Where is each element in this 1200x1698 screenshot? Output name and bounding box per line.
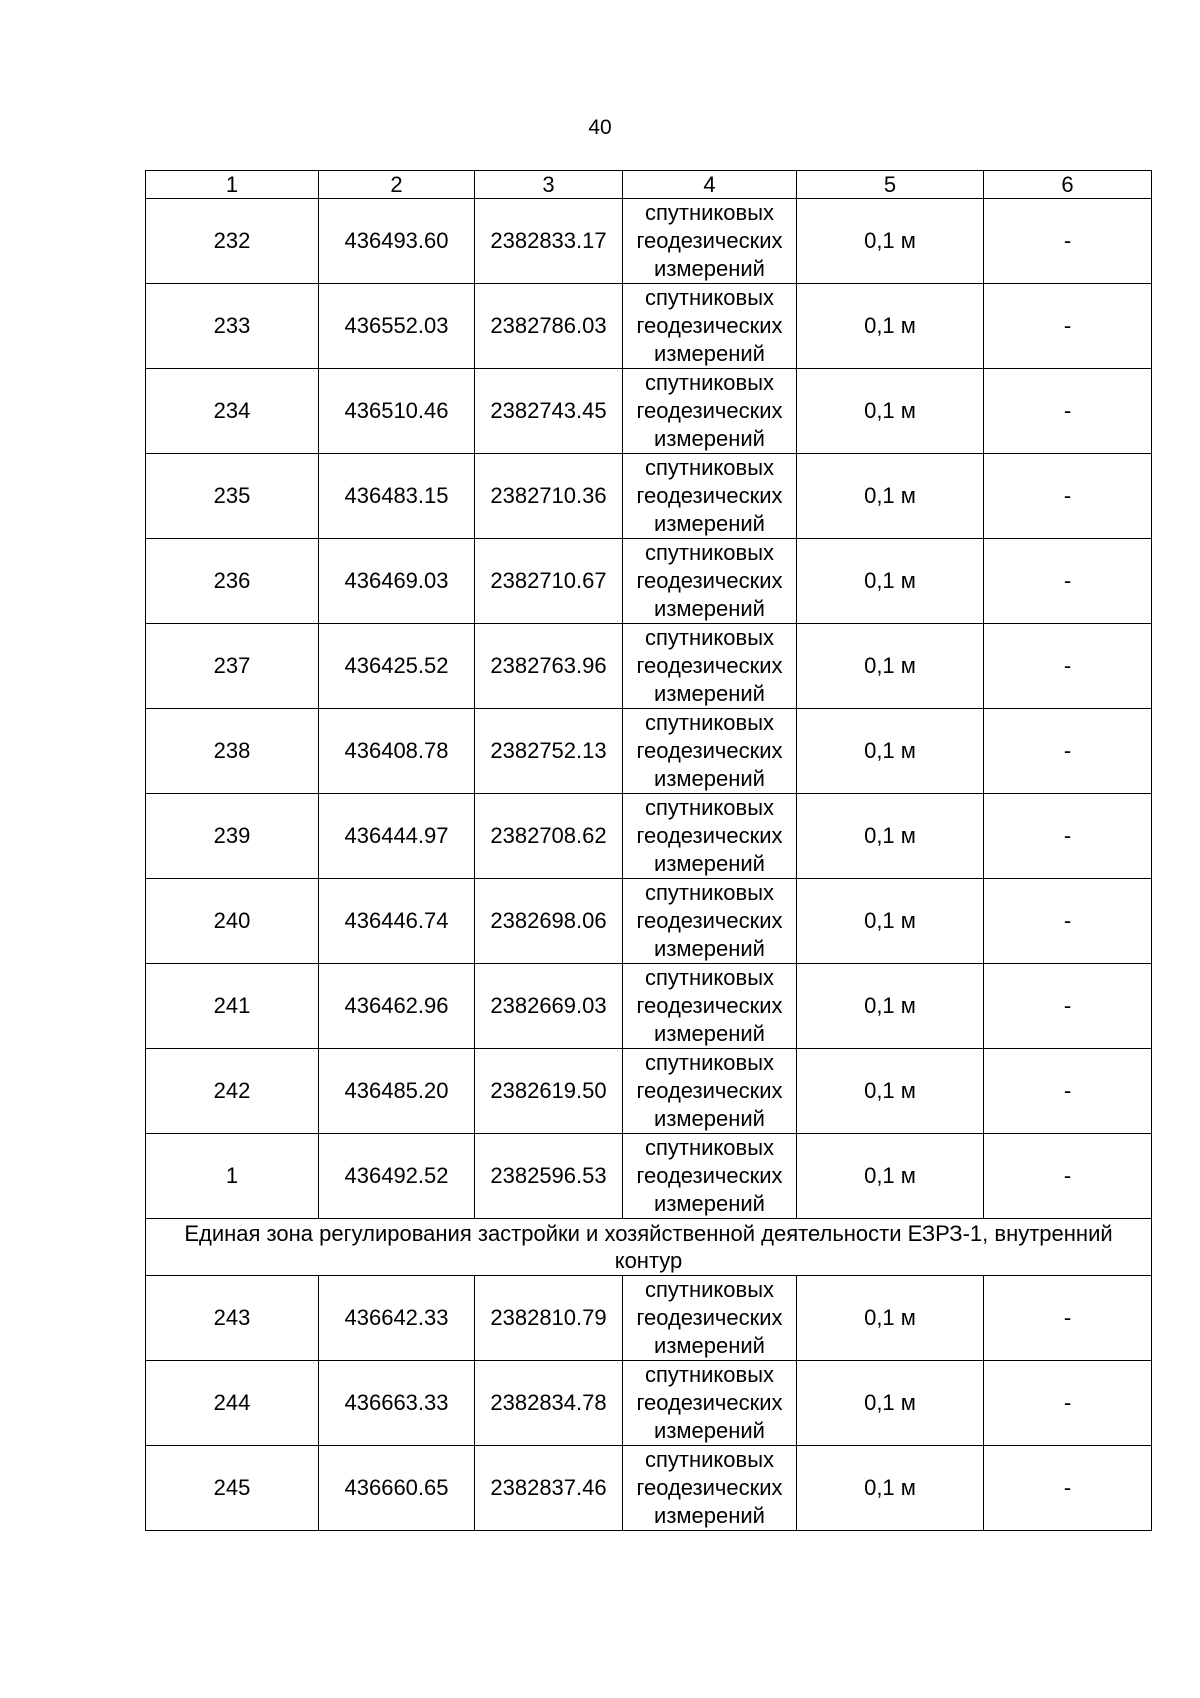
method-line: геодезических <box>636 1390 783 1415</box>
method-line: геодезических <box>636 823 783 848</box>
table-row <box>146 199 1152 284</box>
table-row <box>146 454 1152 539</box>
accuracy-cell: 0,1 м <box>797 1134 984 1219</box>
method-line: геодезических <box>636 1475 783 1500</box>
method-line: измерений <box>654 426 765 451</box>
method-line: геодезических <box>636 738 783 763</box>
x-coordinate-cell: 436552.03 <box>319 284 475 369</box>
method-cell <box>623 624 797 709</box>
note-cell: - <box>984 964 1152 1049</box>
y-coordinate-cell: 2382810.79 <box>475 1276 623 1361</box>
method-line: геодезических <box>636 398 783 423</box>
method-line: геодезических <box>636 993 783 1018</box>
point-number-cell: 242 <box>146 1049 319 1134</box>
y-coordinate-cell: 2382596.53 <box>475 1134 623 1219</box>
method-cell <box>623 794 797 879</box>
note-cell: - <box>984 1446 1152 1531</box>
y-coordinate-cell: 2382708.62 <box>475 794 623 879</box>
y-coordinate-cell: 2382834.78 <box>475 1361 623 1446</box>
point-number-cell: 233 <box>146 284 319 369</box>
point-number-cell: 243 <box>146 1276 319 1361</box>
note-cell: - <box>984 1276 1152 1361</box>
y-coordinate-cell: 2382763.96 <box>475 624 623 709</box>
method-line: спутниковых <box>644 625 775 650</box>
y-coordinate-cell: 2382669.03 <box>475 964 623 1049</box>
method-line: измерений <box>654 596 765 621</box>
coordinates-table <box>145 170 1152 1531</box>
method-line: спутниковых <box>644 200 775 225</box>
method-line: спутниковых <box>644 965 775 990</box>
accuracy-cell: 0,1 м <box>797 1049 984 1134</box>
y-coordinate-cell: 2382619.50 <box>475 1049 623 1134</box>
note-cell: - <box>984 1361 1152 1446</box>
note-cell: - <box>984 284 1152 369</box>
method-cell <box>623 879 797 964</box>
column-number-cell: 2 <box>319 171 475 199</box>
table-row <box>146 369 1152 454</box>
accuracy-cell: 0,1 м <box>797 284 984 369</box>
method-line: измерений <box>654 256 765 281</box>
note-cell: - <box>984 879 1152 964</box>
table-row <box>146 624 1152 709</box>
method-line: геодезических <box>636 228 783 253</box>
y-coordinate-cell: 2382710.67 <box>475 539 623 624</box>
point-number-cell: 241 <box>146 964 319 1049</box>
method-cell <box>623 1134 797 1219</box>
x-coordinate-cell: 436462.96 <box>319 964 475 1049</box>
x-coordinate-cell: 436485.20 <box>319 1049 475 1134</box>
x-coordinate-cell: 436469.03 <box>319 539 475 624</box>
note-cell: - <box>984 454 1152 539</box>
accuracy-cell: 0,1 м <box>797 879 984 964</box>
note-cell: - <box>984 1134 1152 1219</box>
note-cell: - <box>984 369 1152 454</box>
method-line: измерений <box>654 1106 765 1131</box>
y-coordinate-cell: 2382786.03 <box>475 284 623 369</box>
method-line: измерений <box>654 1503 765 1528</box>
method-line: измерений <box>654 681 765 706</box>
method-line: спутниковых <box>644 455 775 480</box>
method-cell <box>623 964 797 1049</box>
method-line: спутниковых <box>644 370 775 395</box>
table-row <box>146 284 1152 369</box>
point-number-cell: 244 <box>146 1361 319 1446</box>
method-cell <box>623 539 797 624</box>
method-line: спутниковых <box>644 1277 775 1302</box>
x-coordinate-cell: 436642.33 <box>319 1276 475 1361</box>
method-cell <box>623 709 797 794</box>
method-line: измерений <box>654 766 765 791</box>
method-line: спутниковых <box>644 795 775 820</box>
method-line: измерений <box>654 1333 765 1358</box>
table-row <box>146 1361 1152 1446</box>
method-line: измерений <box>654 341 765 366</box>
x-coordinate-cell: 436408.78 <box>319 709 475 794</box>
method-line: измерений <box>654 1021 765 1046</box>
table-row <box>146 1049 1152 1134</box>
section-row <box>146 1219 1152 1276</box>
method-line: геодезических <box>636 568 783 593</box>
page-number: 40 <box>588 116 612 139</box>
method-line: геодезических <box>636 483 783 508</box>
method-line: геодезических <box>636 653 783 678</box>
note-cell: - <box>984 199 1152 284</box>
table-row <box>146 1134 1152 1219</box>
point-number-cell: 245 <box>146 1446 319 1531</box>
y-coordinate-cell: 2382698.06 <box>475 879 623 964</box>
note-cell: - <box>984 709 1152 794</box>
column-number-cell: 5 <box>797 171 984 199</box>
table-row <box>146 1446 1152 1531</box>
table-body <box>146 171 1152 1531</box>
method-line: спутниковых <box>644 1362 775 1387</box>
method-cell <box>623 1049 797 1134</box>
point-number-cell: 235 <box>146 454 319 539</box>
method-cell <box>623 369 797 454</box>
note-cell: - <box>984 1049 1152 1134</box>
column-number-cell: 3 <box>475 171 623 199</box>
accuracy-cell: 0,1 м <box>797 1276 984 1361</box>
x-coordinate-cell: 436493.60 <box>319 199 475 284</box>
x-coordinate-cell: 436663.33 <box>319 1361 475 1446</box>
method-cell <box>623 199 797 284</box>
section-title: Единая зона регулирования застройки и хозяйственной деятельности ЕЗРЗ-1, внутренний контур <box>146 1219 1152 1276</box>
x-coordinate-cell: 436492.52 <box>319 1134 475 1219</box>
method-line: измерений <box>654 511 765 536</box>
point-number-cell: 1 <box>146 1134 319 1219</box>
table-row <box>146 709 1152 794</box>
method-line: измерений <box>654 936 765 961</box>
method-line: спутниковых <box>644 540 775 565</box>
accuracy-cell: 0,1 м <box>797 454 984 539</box>
method-line: спутниковых <box>644 1050 775 1075</box>
column-number-cell: 4 <box>623 171 797 199</box>
table-row <box>146 879 1152 964</box>
y-coordinate-cell: 2382743.45 <box>475 369 623 454</box>
y-coordinate-cell: 2382833.17 <box>475 199 623 284</box>
method-cell <box>623 454 797 539</box>
point-number-cell: 236 <box>146 539 319 624</box>
method-line: геодезических <box>636 1163 783 1188</box>
method-cell <box>623 284 797 369</box>
table-row <box>146 964 1152 1049</box>
point-number-cell: 234 <box>146 369 319 454</box>
table-row <box>146 794 1152 879</box>
x-coordinate-cell: 436510.46 <box>319 369 475 454</box>
x-coordinate-cell: 436425.52 <box>319 624 475 709</box>
note-cell: - <box>984 539 1152 624</box>
point-number-cell: 240 <box>146 879 319 964</box>
method-line: спутниковых <box>644 880 775 905</box>
table-row <box>146 1276 1152 1361</box>
accuracy-cell: 0,1 м <box>797 1446 984 1531</box>
column-number-row <box>146 171 1152 199</box>
accuracy-cell: 0,1 м <box>797 1361 984 1446</box>
accuracy-cell: 0,1 м <box>797 709 984 794</box>
column-number-cell: 6 <box>984 171 1152 199</box>
method-line: спутниковых <box>644 1447 775 1472</box>
accuracy-cell: 0,1 м <box>797 539 984 624</box>
note-cell: - <box>984 794 1152 879</box>
method-line: измерений <box>654 851 765 876</box>
note-cell: - <box>984 624 1152 709</box>
accuracy-cell: 0,1 м <box>797 964 984 1049</box>
method-line: геодезических <box>636 1305 783 1330</box>
method-line: измерений <box>654 1191 765 1216</box>
point-number-cell: 239 <box>146 794 319 879</box>
accuracy-cell: 0,1 м <box>797 794 984 879</box>
method-line: геодезических <box>636 313 783 338</box>
method-line: спутниковых <box>644 285 775 310</box>
method-line: спутниковых <box>644 710 775 735</box>
accuracy-cell: 0,1 м <box>797 369 984 454</box>
table-row <box>146 539 1152 624</box>
method-cell <box>623 1361 797 1446</box>
x-coordinate-cell: 436446.74 <box>319 879 475 964</box>
point-number-cell: 232 <box>146 199 319 284</box>
y-coordinate-cell: 2382752.13 <box>475 709 623 794</box>
accuracy-cell: 0,1 м <box>797 199 984 284</box>
method-cell <box>623 1446 797 1531</box>
point-number-cell: 238 <box>146 709 319 794</box>
x-coordinate-cell: 436444.97 <box>319 794 475 879</box>
x-coordinate-cell: 436483.15 <box>319 454 475 539</box>
method-line: геодезических <box>636 908 783 933</box>
y-coordinate-cell: 2382710.36 <box>475 454 623 539</box>
x-coordinate-cell: 436660.65 <box>319 1446 475 1531</box>
method-line: измерений <box>654 1418 765 1443</box>
y-coordinate-cell: 2382837.46 <box>475 1446 623 1531</box>
accuracy-cell: 0,1 м <box>797 624 984 709</box>
method-cell <box>623 1276 797 1361</box>
point-number-cell: 237 <box>146 624 319 709</box>
method-line: геодезических <box>636 1078 783 1103</box>
column-number-cell: 1 <box>146 171 319 199</box>
method-line: спутниковых <box>644 1135 775 1160</box>
